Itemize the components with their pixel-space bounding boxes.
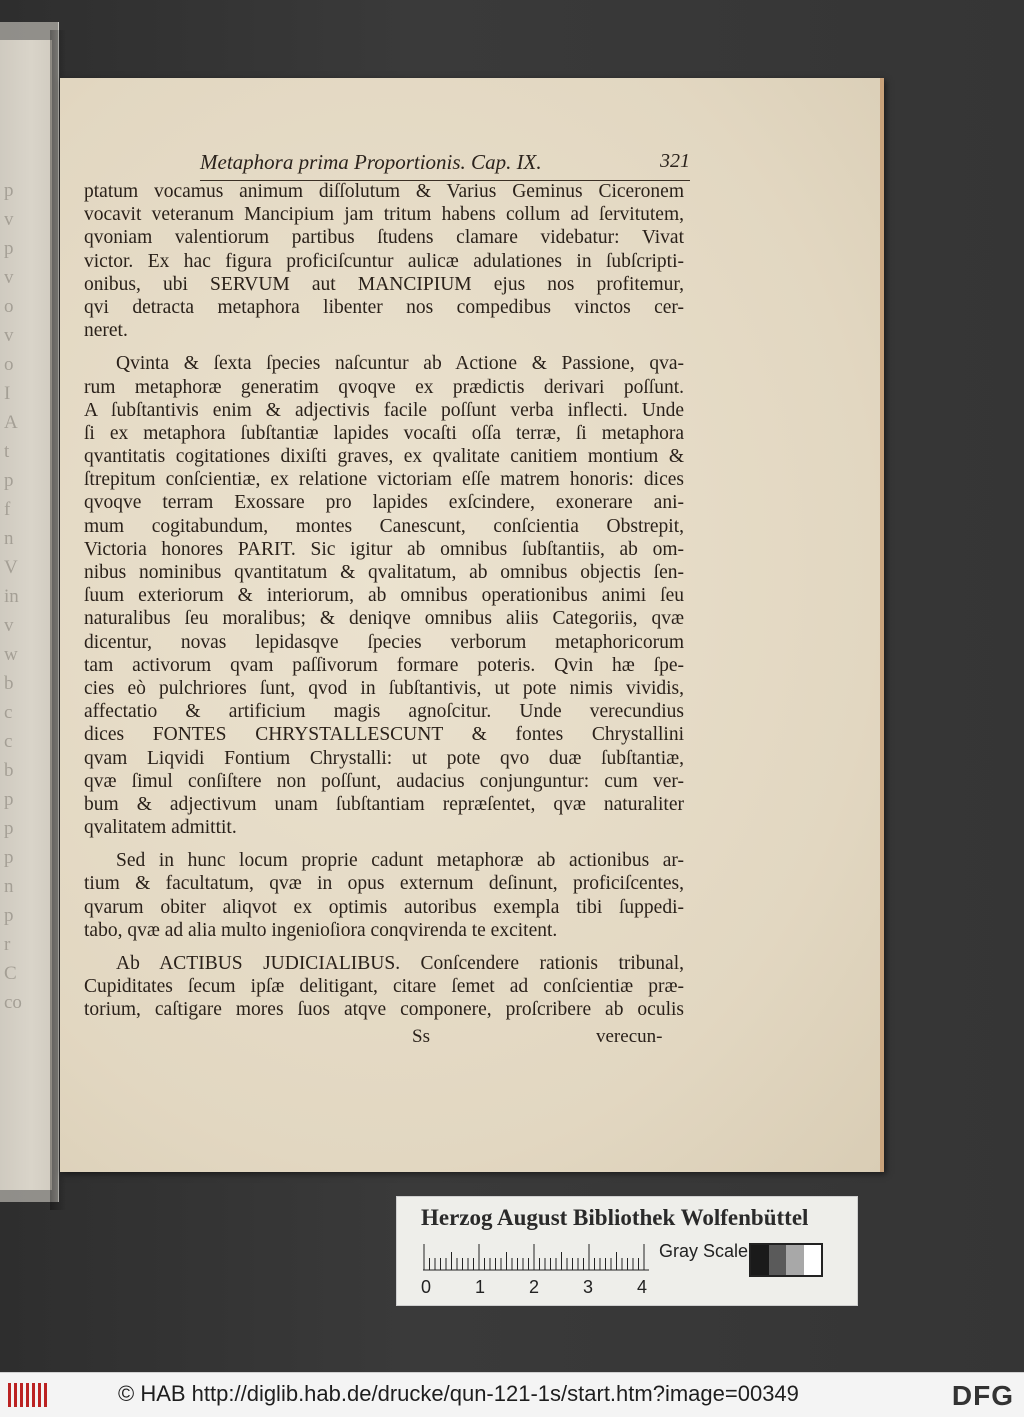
text-line: affectatio & artificium magis agnoſcitur. Unde verecundius bbox=[84, 701, 684, 723]
text-line: ſi ex metaphora ſubſtantiæ lapides vocaſti oſſa terræ, ſi metaphora bbox=[84, 422, 684, 444]
paragraph-gap bbox=[84, 342, 684, 352]
paragraph-gap bbox=[84, 942, 684, 952]
text-line: tam activorum qvam paſſivorum formare poteris. Qvin hæ ſpe- bbox=[84, 654, 684, 676]
running-head-title: Metaphora prima Proportionis. Cap. IX. bbox=[200, 150, 542, 174]
gray-scale-label: Gray Scale bbox=[659, 1241, 749, 1261]
text-line: qvantitatis cogitationes dixiſti graves, ex qvalitate canitiem montium & bbox=[84, 446, 684, 468]
text-line: Cupiditates ſecum ipſæ delitigant, citare ſemet ad conſcientiæ præ- bbox=[84, 976, 684, 998]
footer-bar bbox=[0, 1372, 1024, 1417]
text-line: ptatum vocamus animum diſſolutum & Varius Geminus Ciceronem bbox=[84, 181, 684, 202]
text-line: torium, caſtigare mores ſuos atqve componere, proſcribere ab oculis bbox=[84, 999, 684, 1021]
text-line: Ab ACTIBUS JUDICIALIBUS. Conſcendere rationis tribunal, bbox=[116, 953, 684, 974]
ruler-label-3: 3 bbox=[583, 1277, 594, 1297]
institution-name: Herzog August Bibliothek Wolfenbüttel bbox=[421, 1205, 809, 1230]
text-line: qvam Liqvidi Fontium Chrystalli: ut pote qvo duæ ſubſtantiæ, bbox=[84, 747, 684, 769]
text-line: neret. bbox=[84, 320, 128, 342]
page-number: 321 bbox=[660, 150, 690, 172]
text-line: onibus, ubi SERVUM aut MANCIPIUM ejus nos profitemur, bbox=[84, 273, 684, 295]
text-line: rum metaphoræ generatim qvoqve ex prædictis derivari poſſunt. bbox=[84, 376, 684, 398]
text-line: tabo, qvæ ad alia multo ingenioſiora conqvirenda te excitent. bbox=[84, 919, 558, 941]
text-line: bum & adjectivum unam ſubſtantiam repræſentet, qvæ naturaliter bbox=[84, 793, 684, 815]
text-line: Victoria honores PARIT. Sic igitur ab omnibus ſubſtantiis, ab om- bbox=[84, 538, 684, 560]
gray-swatch bbox=[769, 1245, 787, 1275]
footer-citation-link[interactable]: © HAB http://diglib.hab.de/drucke/qun-121-1s/start.htm?image=00349 bbox=[118, 1381, 799, 1406]
text-line: qvæ ſimul conſiſtere non poſſunt, audacius conjunguntur: cum ver- bbox=[84, 770, 684, 792]
gray-swatch bbox=[786, 1245, 804, 1275]
ruler-label-4: 4 bbox=[637, 1277, 648, 1297]
text-line: Sed in hunc locum proprie cadunt metaphoræ ab actionibus ar- bbox=[116, 850, 684, 872]
text-line: ſtrepitum conſcientiæ, ex relatione victoriam eſſe matrem honoris: dices bbox=[84, 469, 684, 491]
text-line: qvalitatem admittit. bbox=[84, 817, 237, 839]
text-line: qvoniam valentiorum partibus ſtudens clamare videbatur: Vivat bbox=[84, 227, 684, 249]
color-calibration-card bbox=[396, 1196, 858, 1306]
ruler-scale bbox=[423, 1243, 649, 1271]
text-line: vocavit veteranum Mancipium jam tritum habens collum ad ſervitutem, bbox=[84, 204, 684, 226]
running-head bbox=[200, 148, 690, 181]
gray-swatch bbox=[751, 1245, 769, 1275]
text-line: mum cogitabundum, montes Canescunt, conſcientia Obstrepit, bbox=[84, 515, 684, 537]
ruler-label-2: 2 bbox=[529, 1277, 540, 1297]
gray-scale-swatches bbox=[749, 1243, 823, 1277]
text-line: Qvinta & ſexta ſpecies naſcuntur ab Actione & Passione, qva- bbox=[116, 353, 684, 375]
text-line: dices FONTES CHRYSTALLESCUNT & fontes Chrystallini bbox=[84, 724, 684, 746]
text-line: ſuum exteriorum & interiorum, ab omnibus operationibus animi ſeu bbox=[84, 585, 684, 607]
ruler-label-1: 1 bbox=[475, 1277, 486, 1297]
catchword: verecun- bbox=[596, 1026, 663, 1047]
text-line: naturalibus ſeu moralibus; & deniqve omnibus aliis Categoriis, qvæ bbox=[84, 608, 684, 630]
text-line: qvoqve terram Exossare pro lapides exſcindere, exonerare ani- bbox=[84, 492, 684, 514]
text-line: cies eò pulchriores ſunt, qvod in ſubſtantivis, ut pote nimis vividis, bbox=[84, 677, 684, 699]
gray-swatch bbox=[804, 1245, 822, 1275]
text-line: nibus nominibus qvantitatum & qvalitatum, ab omnibus objectis ſen- bbox=[84, 562, 684, 583]
text-line: victor. Ex hac figura proficiſcuntur aulicæ adulationes in ſubſcripti- bbox=[84, 250, 684, 272]
text-line: A ſubſtantivis enim & adjectivis facile poſſunt verba inflecti. Unde bbox=[84, 399, 684, 421]
text-line: qvarum obiter aliqvot ex optimis autoribus exempla tibi ſuppedi- bbox=[84, 896, 684, 918]
text-line: qvi detracta metaphora libenter nos compedibus vinctos cer- bbox=[84, 296, 684, 318]
body-text bbox=[84, 180, 684, 1022]
dfg-logo: DFG bbox=[951, 1380, 1014, 1411]
text-line: dicentur, novas lepidasqve ſpecies verborum metaphoricorum bbox=[84, 631, 684, 653]
ruler-label-0: 0 bbox=[421, 1277, 432, 1297]
signature-mark: Ss bbox=[412, 1026, 430, 1047]
hab-logo-icon bbox=[8, 1383, 48, 1407]
text-line: tium & facultatum, qvæ in opus externum deſinunt, proficiſcentes, bbox=[84, 873, 684, 895]
paragraph-gap bbox=[84, 839, 684, 849]
